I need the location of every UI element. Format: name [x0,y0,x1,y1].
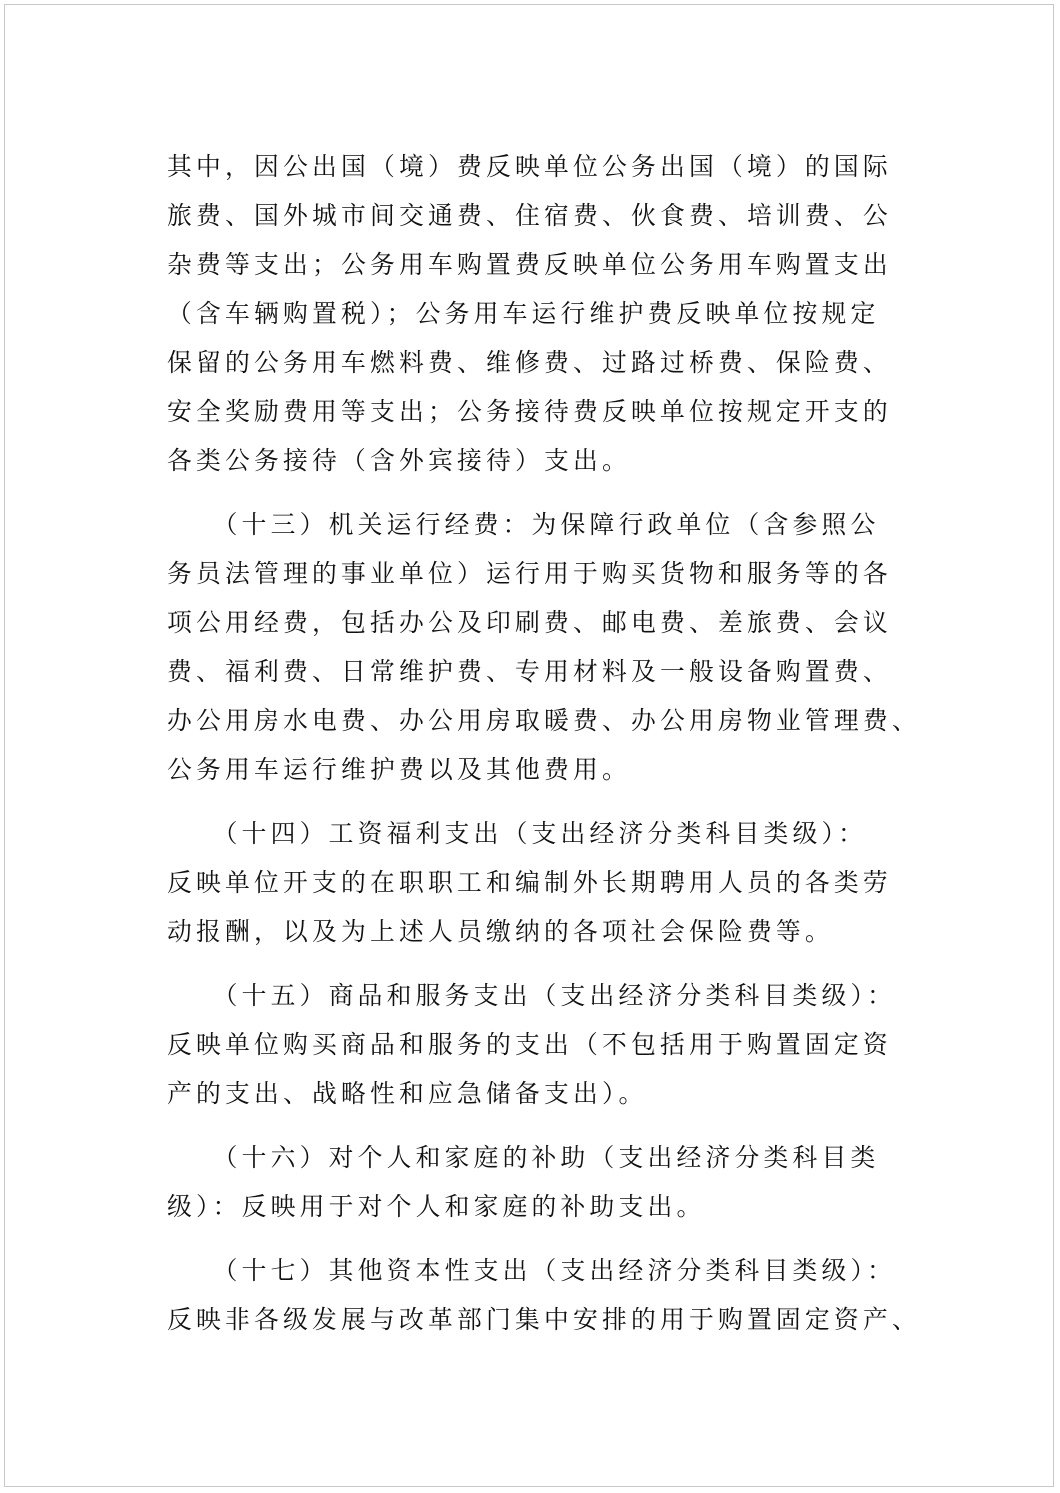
paragraph-item-17 [167,1246,927,1344]
text-line: 公务用车运行维护费以及其他费用。 [167,755,631,784]
paragraph-item-13 [167,500,927,794]
text-line: 其中，因公出国（境）费反映单位公务出国（境）的国际 [167,152,892,181]
text-line: 项公用经费，包括办公及印刷费、邮电费、差旅费、会议 [167,608,892,637]
text-line: 费、福利费、日常维护费、专用材料及一般设备购置费、 [167,657,892,686]
text-line: 旅费、国外城市间交通费、住宿费、伙食费、培训费、公 [167,201,892,230]
text-line: 办公用房水电费、办公用房取暖费、办公用房物业管理费、 [167,706,921,735]
paragraph-spacer [167,1118,927,1133]
text-line: 产的支出、战略性和应急储备支出）。 [167,1079,648,1108]
text-line: 动报酬，以及为上述人员缴纳的各项社会保险费等。 [167,917,834,946]
document-body [167,142,927,1344]
paragraph-spacer [167,794,927,809]
text-line: （十四）工资福利支出（支出经济分类科目类级）： [167,819,868,848]
text-line: 反映非各级发展与改革部门集中安排的用于购置固定资产、 [167,1305,921,1334]
text-line: 各类公务接待（含外宾接待）支出。 [167,446,631,475]
text-line: 安全奖励费用等支出；公务接待费反映单位按规定开支的 [167,397,892,426]
paragraph-spacer [167,956,927,971]
text-line: （十三）机关运行经费：为保障行政单位（含参照公 [167,510,880,539]
text-line: 反映单位购买商品和服务的支出（不包括用于购置固定资 [167,1030,892,1059]
text-line: 杂费等支出；公务用车购置费反映单位公务用车购置支出 [167,250,892,279]
document-page [4,4,1054,1487]
paragraph-official-expenses-detail [167,142,927,485]
paragraph-item-16 [167,1133,927,1231]
text-line: 级）：反映用于对个人和家庭的补助支出。 [167,1192,706,1221]
text-line: （十六）对个人和家庭的补助（支出经济分类科目类 [167,1143,880,1172]
text-line: （十五）商品和服务支出（支出经济分类科目类级）： [167,981,897,1010]
paragraph-item-15 [167,971,927,1118]
text-line: （含车辆购置税）；公务用车运行维护费反映单位按规定 [167,299,880,328]
text-line: 务员法管理的事业单位）运行用于购买货物和服务等的各 [167,559,892,588]
text-line: （十七）其他资本性支出（支出经济分类科目类级）： [167,1256,897,1285]
text-line: 保留的公务用车燃料费、维修费、过路过桥费、保险费、 [167,348,892,377]
paragraph-item-14 [167,809,927,956]
text-line: 反映单位开支的在职职工和编制外长期聘用人员的各类劳 [167,868,892,897]
paragraph-spacer [167,1231,927,1246]
paragraph-spacer [167,485,927,500]
